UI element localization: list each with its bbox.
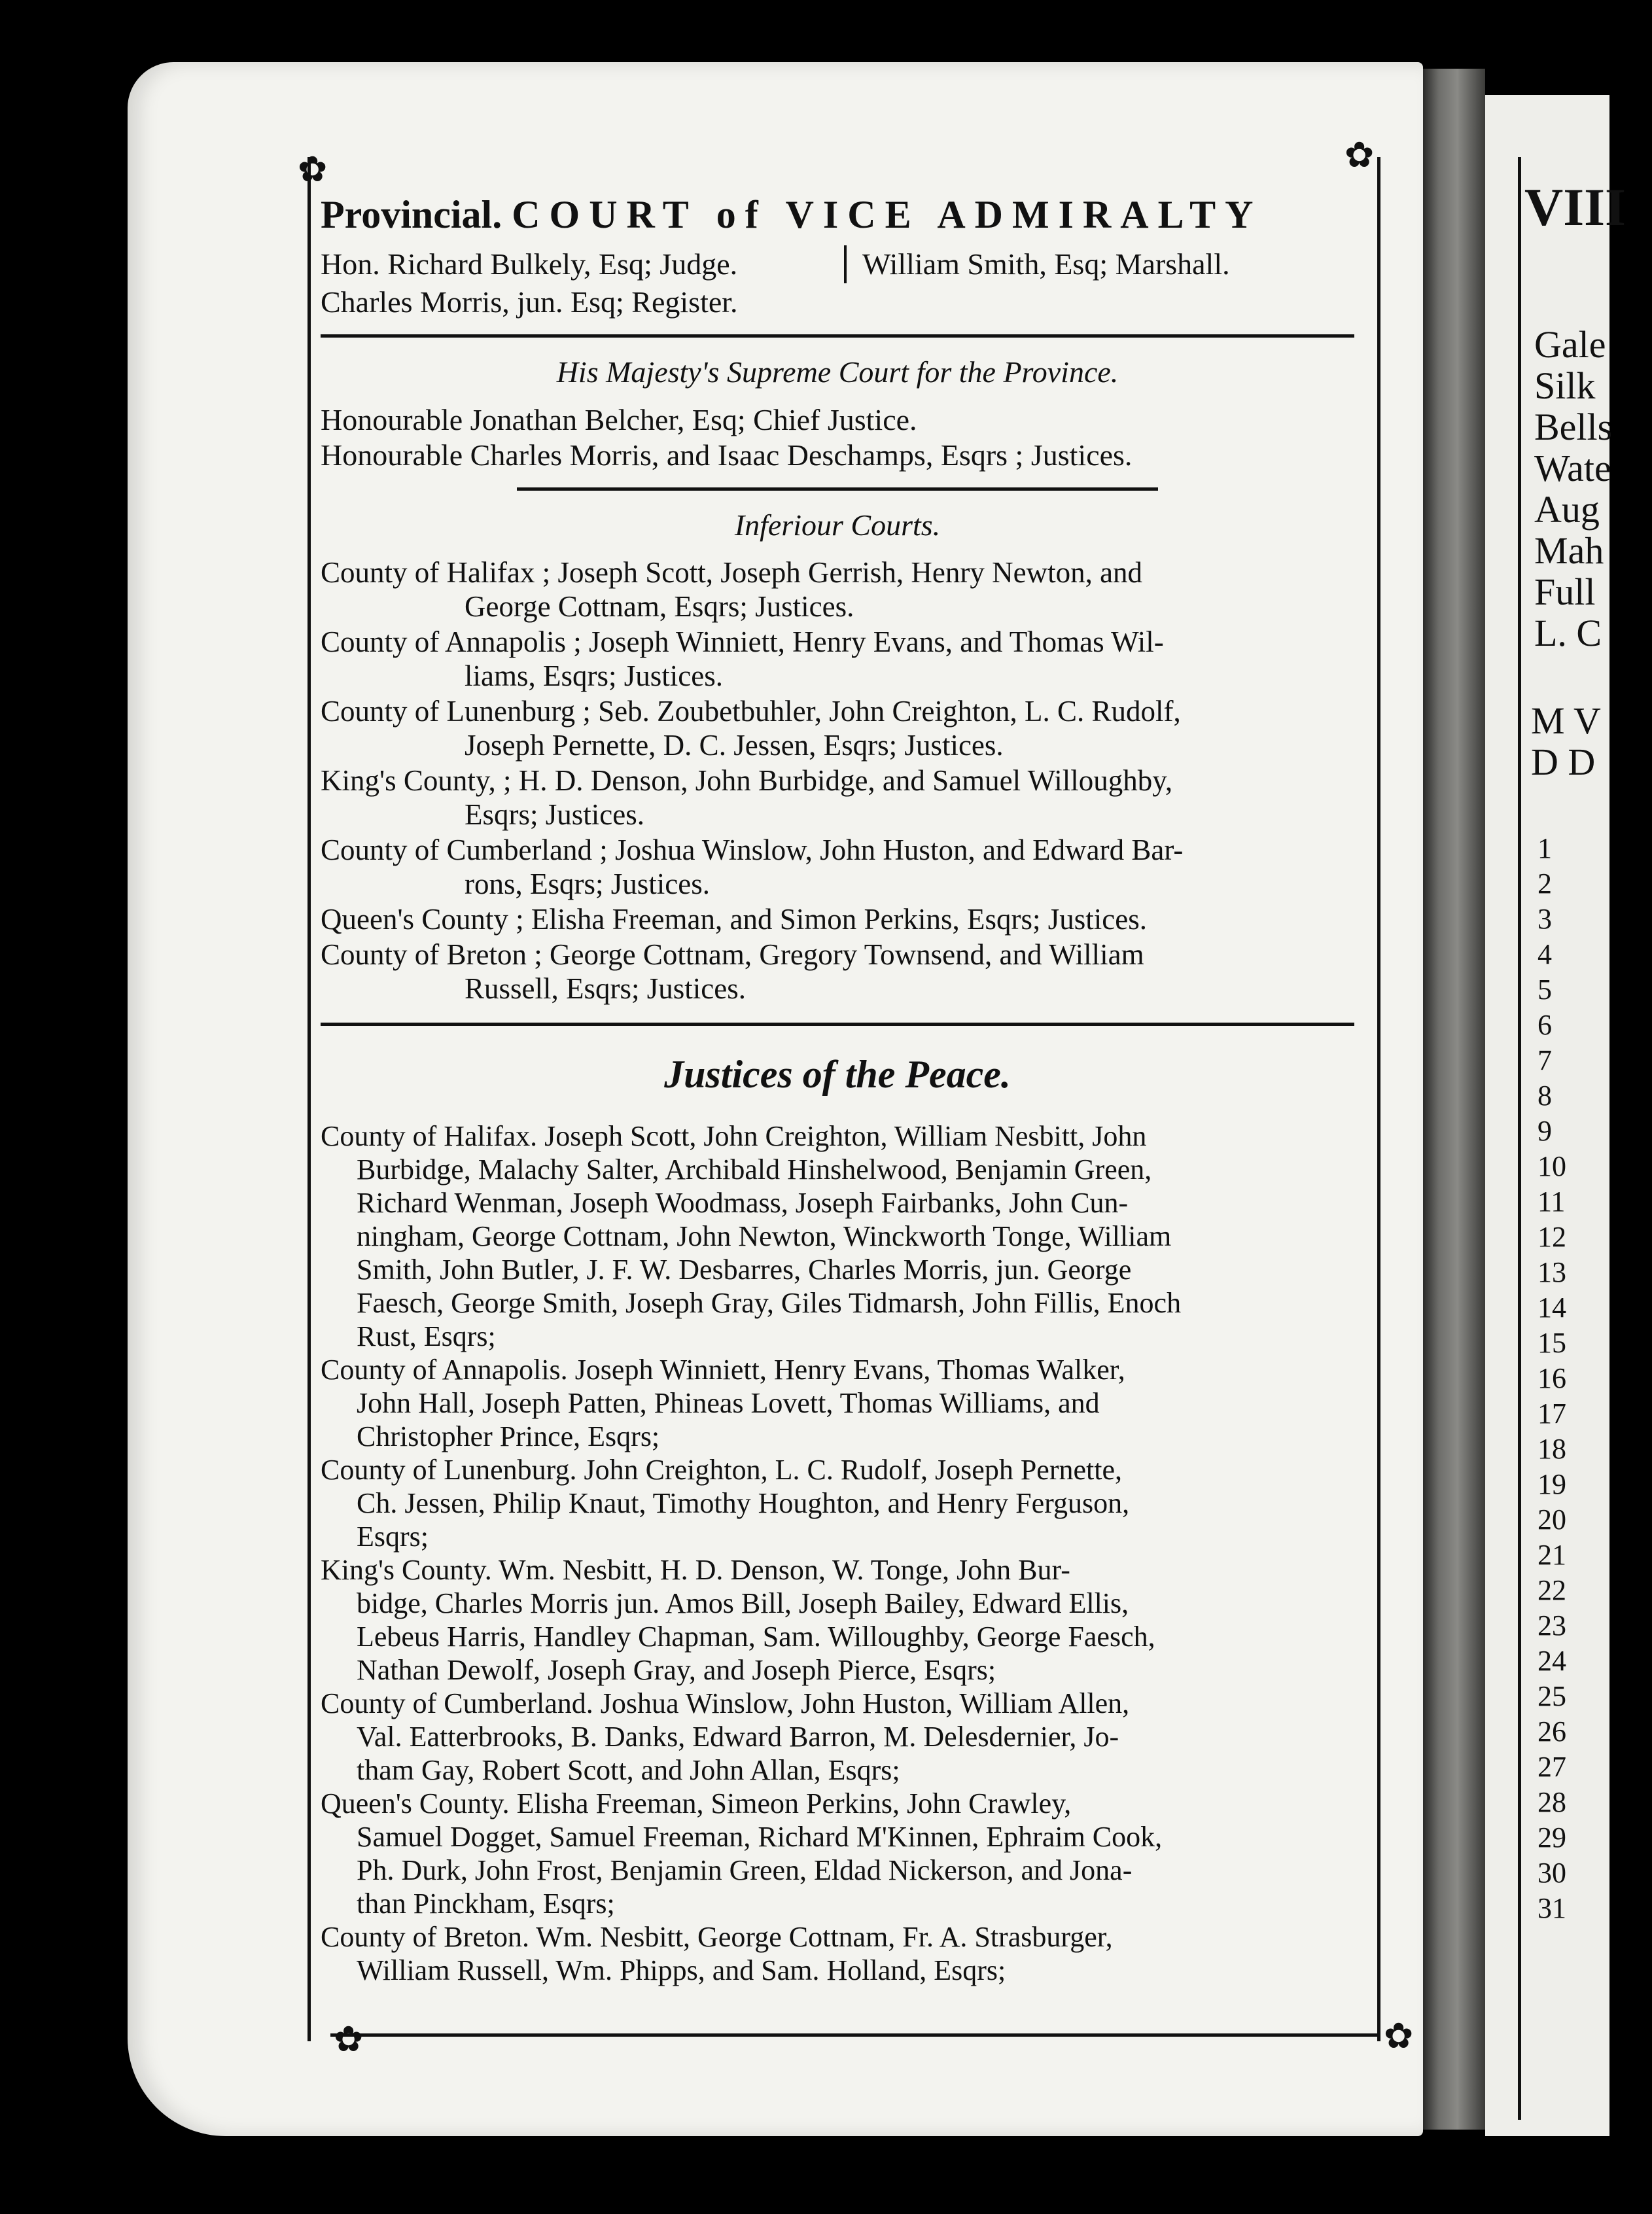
day-number: 15 — [1538, 1327, 1566, 1359]
officers-right: William Smith, Esq; Marshall. — [844, 245, 1230, 283]
list-item: Queen's County ; Elisha Freeman, and Simon Perkins, Esqrs; Justices. — [321, 903, 1147, 936]
day-number: 28 — [1538, 1786, 1566, 1818]
day-number: 19 — [1538, 1468, 1566, 1500]
page-title: Provincial. COURT of VICE ADMIRALTY — [321, 193, 1263, 236]
day-number: 22 — [1538, 1574, 1566, 1606]
day-number: 2 — [1538, 868, 1552, 900]
list-item: County of Annapolis. Joseph Winniett, Henry Evans, Thomas Walker, John Hall, Joseph Patten, Phineas Lovett, Thomas Williams, and Christopher Prince, Esqrs; — [321, 1354, 1125, 1452]
list-item: County of Breton. Wm. Nesbitt, George Cottnam, Fr. A. Strasburger, William Russell, Wm. Phipps, and Sam. Holland, Esqrs; — [321, 1921, 1113, 1986]
supreme-court-heading: His Majesty's Supreme Court for the Province. — [556, 355, 1119, 389]
right-page-words: Gale Silk Bells Wate Aug Mah Full L. C — [1534, 323, 1613, 654]
day-number: 12 — [1538, 1221, 1566, 1253]
list-item: County of Halifax. Joseph Scott, John Creighton, William Nesbitt, John Burbidge, Malachy Salter, Archibald Hinshelwood, Benjamin Green, Richard Wenman, Joseph Woodmass, Joseph Fairbanks, John Cun- ningham, George Cottnam, John Newton, Winckworth Tonge, William Smith, John Butler, J. F. W. Desbarres, Charles Morris, jun. George Faesch, George Smith, Joseph Gray, Giles Tidmarsh, John Fillis, Enoch Rust, Esqrs; — [321, 1120, 1182, 1352]
list-item: King's County. Wm. Nesbitt, H. D. Denson, W. Tonge, John Bur- bidge, Charles Morris jun. Amos Bill, Joseph Bailey, Edward Ellis, Lebeus Harris, Handley Chapman, Sam. Willoughby, George Faesch, Nathan Dewolf, Joseph Gray, and Joseph Pierce, Esqrs; — [321, 1554, 1155, 1686]
right-page-heading: VIII — [1524, 177, 1626, 237]
page-content — [321, 190, 1354, 1987]
day-number: 16 — [1538, 1362, 1566, 1394]
divider — [321, 334, 1354, 338]
day-number: 18 — [1538, 1433, 1566, 1465]
divider — [321, 1023, 1354, 1026]
day-number: 1 — [1538, 832, 1552, 864]
supreme-line: Honourable Charles Morris, and Isaac Deschamps, Esqrs ; Justices. — [321, 438, 1133, 472]
list-item: County of Breton ; George Cottnam, Gregory Townsend, and William Russell, Esqrs; Justices. — [321, 938, 1144, 1005]
right-page-col-heads: M V D D — [1531, 699, 1601, 783]
divider — [517, 487, 1158, 491]
ornament-icon: ✿ — [334, 2020, 364, 2059]
day-number: 9 — [1538, 1115, 1552, 1147]
day-number: 11 — [1538, 1186, 1566, 1218]
day-number: 17 — [1538, 1397, 1566, 1430]
day-number: 29 — [1538, 1821, 1566, 1854]
list-item: County of Annapolis ; Joseph Winniett, Henry Evans, and Thomas Wil- liams, Esqrs; Justices. — [321, 625, 1164, 692]
day-number: 25 — [1538, 1680, 1566, 1712]
day-number: 27 — [1538, 1751, 1566, 1783]
day-number: 4 — [1538, 938, 1552, 970]
day-number: 24 — [1538, 1645, 1566, 1677]
day-number: 7 — [1538, 1044, 1552, 1076]
list-item: King's County, ; H. D. Denson, John Burbidge, and Samuel Willoughby, Esqrs; Justices. — [321, 764, 1173, 831]
day-number: 10 — [1538, 1150, 1566, 1182]
list-item: County of Halifax ; Joseph Scott, Joseph Gerrish, Henry Newton, and George Cottnam, Esqrs; Justices. — [321, 556, 1143, 623]
inferiour-courts-list — [321, 555, 1354, 1006]
ornament-icon: ✿ — [1344, 135, 1375, 175]
ornament-icon: ✿ — [298, 150, 328, 189]
day-number: 14 — [1538, 1292, 1566, 1324]
day-number: 5 — [1538, 974, 1552, 1006]
vice-admiralty-officers — [321, 245, 1354, 321]
list-item: County of Lunenburg. John Creighton, L. C. Rudolf, Joseph Pernette, Ch. Jessen, Philip Knaut, Timothy Houghton, and Henry Ferguson, Esqrs; — [321, 1454, 1130, 1553]
right-page-day-numbers — [1538, 831, 1566, 1926]
day-number: 6 — [1538, 1009, 1552, 1041]
officers-left: Hon. Richard Bulkely, Esq; Judge. Charles Morris, jun. Esq; Register. — [321, 247, 738, 319]
ornament-icon: ✿ — [1384, 2016, 1414, 2056]
book-gutter — [1423, 69, 1485, 2130]
justices-list — [321, 1119, 1354, 1987]
day-number: 21 — [1538, 1539, 1566, 1571]
day-number: 20 — [1538, 1503, 1566, 1536]
inferiour-courts-heading: Inferiour Courts. — [734, 508, 941, 542]
list-item: Queen's County. Elisha Freeman, Simeon Perkins, John Crawley, Samuel Dogget, Samuel Freeman, Richard M'Kinnen, Ephraim Cook, Ph. Durk, John Frost, Benjamin Green, Eldad Nickerson, and Jona- than Pinckham, Esqrs; — [321, 1787, 1163, 1920]
day-number: 30 — [1538, 1857, 1566, 1889]
list-item: County of Lunenburg ; Seb. Zoubetbuhler, John Creighton, L. C. Rudolf, Joseph Pernette, D. C. Jessen, Esqrs; Justices. — [321, 695, 1181, 762]
day-number: 13 — [1538, 1256, 1566, 1288]
day-number: 3 — [1538, 903, 1552, 935]
list-item: County of Cumberland ; Joshua Winslow, John Huston, and Edward Bar- rons, Esqrs; Justices. — [321, 834, 1184, 900]
list-item: County of Cumberland. Joshua Winslow, John Huston, William Allen, Val. Eatterbrooks, B. Danks, Edward Barron, M. Delesdernier, Jo- tham Gay, Robert Scott, and John Allan, Esqrs; — [321, 1687, 1130, 1786]
day-number: 31 — [1538, 1892, 1566, 1924]
day-number: 26 — [1538, 1715, 1566, 1748]
day-number: 8 — [1538, 1080, 1552, 1112]
bottom-rule — [330, 2033, 1377, 2037]
day-number: 23 — [1538, 1609, 1566, 1642]
justices-heading: Justices of the Peace. — [664, 1053, 1011, 1096]
supreme-line: Honourable Jonathan Belcher, Esq; Chief Justice. — [321, 403, 917, 436]
